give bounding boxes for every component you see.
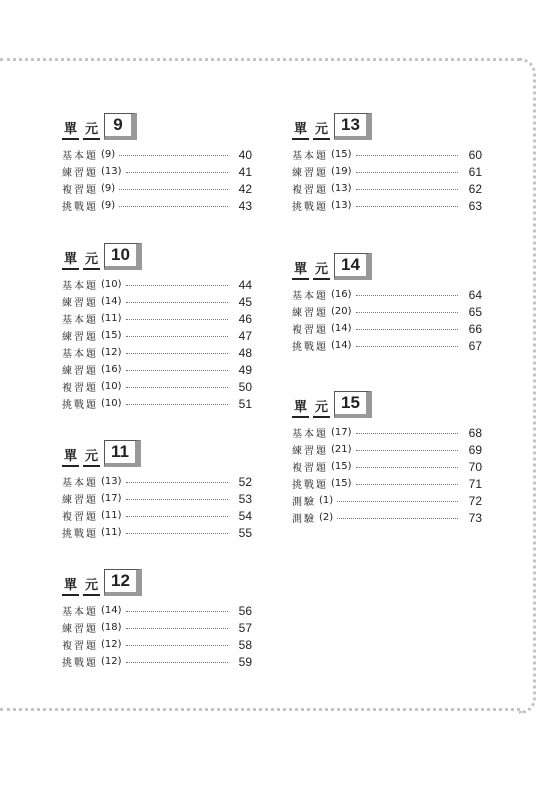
toc-entry[interactable] — [62, 473, 252, 490]
entry-count: (9) — [101, 149, 116, 160]
entry-label: 基本題 — [62, 478, 98, 489]
unit-heading-char: 元 — [83, 121, 100, 140]
entry-count: (10) — [101, 279, 122, 290]
entry-page-number: 59 — [238, 654, 252, 669]
entry-label: 練習題 — [62, 624, 98, 635]
dot-leader — [126, 336, 228, 337]
toc-entry[interactable] — [62, 180, 252, 197]
unit-heading-char: 元 — [313, 121, 330, 140]
dot-leader — [356, 206, 458, 207]
entry-page-number: 42 — [238, 181, 252, 196]
entry-page-number: 44 — [238, 277, 252, 292]
entry-label: 挑戰題 — [292, 342, 328, 353]
unit-heading — [62, 443, 252, 467]
entry-count: (17) — [331, 427, 352, 438]
entry-page-number: 53 — [238, 491, 252, 506]
entry-count: (13) — [331, 183, 352, 194]
toc-entry[interactable] — [62, 327, 252, 344]
entry-count: (9) — [101, 183, 116, 194]
dot-leader — [126, 611, 228, 612]
unit-block — [62, 572, 252, 670]
dot-leader — [356, 484, 458, 485]
unit-number: 15 — [334, 391, 372, 418]
entry-label: 複習題 — [62, 383, 98, 394]
entry-label: 複習題 — [62, 512, 98, 523]
entry-page-number: 47 — [238, 328, 252, 343]
entry-page-number: 61 — [468, 164, 482, 179]
unit-heading-char: 元 — [313, 399, 330, 418]
toc-entry[interactable] — [62, 197, 252, 214]
entry-page-number: 72 — [468, 493, 482, 508]
entry-count: (11) — [101, 313, 122, 324]
unit-heading — [62, 246, 252, 270]
unit-heading-char: 單 — [292, 399, 309, 418]
toc-entry[interactable] — [62, 378, 252, 395]
dot-leader — [119, 189, 228, 190]
dot-leader — [126, 499, 228, 500]
entry-label: 基本題 — [292, 291, 328, 302]
dot-leader — [356, 450, 458, 451]
unit-number: 13 — [334, 113, 372, 140]
entry-label: 挑戰題 — [62, 529, 98, 540]
dot-leader — [126, 172, 228, 173]
entry-count: (10) — [101, 381, 122, 392]
entry-page-number: 60 — [468, 147, 482, 162]
unit-block — [292, 256, 482, 354]
unit-heading-char: 單 — [292, 121, 309, 140]
entry-count: (14) — [101, 296, 122, 307]
toc-entry[interactable] — [62, 293, 252, 310]
toc-entry[interactable] — [62, 507, 252, 524]
toc-entry[interactable] — [62, 490, 252, 507]
dot-leader — [126, 319, 228, 320]
toc-entry[interactable] — [292, 492, 482, 509]
unit-block — [62, 246, 252, 412]
toc-entry[interactable] — [292, 197, 482, 214]
entry-count: (13) — [101, 166, 122, 177]
unit-heading — [62, 116, 252, 140]
entry-label: 練習題 — [292, 446, 328, 457]
entry-count: (15) — [331, 461, 352, 472]
entry-page-number: 69 — [468, 442, 482, 457]
unit-block — [292, 116, 482, 214]
toc-entry[interactable] — [292, 146, 482, 163]
entry-count: (12) — [101, 347, 122, 358]
toc-entry[interactable] — [62, 602, 252, 619]
entry-page-number: 52 — [238, 474, 252, 489]
unit-heading-char: 單 — [62, 448, 79, 467]
entry-label: 基本題 — [292, 429, 328, 440]
toc-entry[interactable] — [62, 395, 252, 412]
star-border-bottom — [0, 708, 520, 711]
unit-number: 12 — [104, 569, 142, 596]
entry-count: (16) — [331, 289, 352, 300]
toc-entry[interactable] — [292, 441, 482, 458]
entry-label: 挑戰題 — [62, 400, 98, 411]
entry-label: 挑戰題 — [62, 202, 98, 213]
entry-label: 複習題 — [292, 325, 328, 336]
unit-block — [62, 443, 252, 541]
dot-leader — [356, 155, 458, 156]
entry-page-number: 63 — [468, 198, 482, 213]
toc-entry[interactable] — [62, 636, 252, 653]
entry-label: 基本題 — [292, 151, 328, 162]
toc-entry[interactable] — [292, 180, 482, 197]
entry-label: 挑戰題 — [292, 202, 328, 213]
toc-entry[interactable] — [62, 276, 252, 293]
unit-block — [292, 394, 482, 526]
entry-count: (13) — [101, 476, 122, 487]
entry-label: 複習題 — [62, 185, 98, 196]
dot-leader — [126, 404, 228, 405]
entry-label: 基本題 — [62, 315, 98, 326]
entry-label: 複習題 — [292, 185, 328, 196]
dot-leader — [356, 467, 458, 468]
entry-count: (14) — [331, 323, 352, 334]
entry-label: 挑戰題 — [292, 480, 328, 491]
entry-page-number: 41 — [238, 164, 252, 179]
entry-label: 測驗 — [292, 497, 316, 508]
dot-leader — [126, 370, 228, 371]
entry-label: 練習題 — [62, 495, 98, 506]
unit-heading — [62, 572, 252, 596]
entry-count: (21) — [331, 444, 352, 455]
unit-heading-char: 元 — [83, 448, 100, 467]
entry-count: (9) — [101, 200, 116, 211]
entry-page-number: 66 — [468, 321, 482, 336]
entry-page-number: 54 — [238, 508, 252, 523]
entry-page-number: 70 — [468, 459, 482, 474]
toc-entry[interactable] — [62, 653, 252, 670]
unit-heading-char: 單 — [62, 251, 79, 270]
entry-count: (11) — [101, 510, 122, 521]
unit-number: 9 — [104, 113, 137, 140]
dot-leader — [356, 346, 458, 347]
entry-page-number: 67 — [468, 338, 482, 353]
entry-page-number: 48 — [238, 345, 252, 360]
entry-count: (11) — [101, 527, 122, 538]
toc-entry[interactable] — [292, 424, 482, 441]
entry-count: (15) — [101, 330, 122, 341]
entry-label: 測驗 — [292, 514, 316, 525]
unit-heading — [292, 116, 482, 140]
entry-page-number: 65 — [468, 304, 482, 319]
dot-leader — [126, 645, 228, 646]
toc-entry[interactable] — [292, 509, 482, 526]
dot-leader — [356, 312, 458, 313]
entry-page-number: 62 — [468, 181, 482, 196]
toc-entry[interactable] — [292, 320, 482, 337]
toc-entry[interactable] — [292, 286, 482, 303]
dot-leader — [126, 285, 228, 286]
entry-count: (12) — [101, 656, 122, 667]
entry-count: (2) — [319, 512, 334, 523]
entry-page-number: 43 — [238, 198, 252, 213]
toc-entry[interactable] — [62, 619, 252, 636]
entry-label: 複習題 — [292, 463, 328, 474]
dot-leader — [119, 206, 228, 207]
entry-page-number: 58 — [238, 637, 252, 652]
entry-page-number: 51 — [238, 396, 252, 411]
dot-leader — [337, 501, 458, 502]
toc-entry[interactable] — [62, 361, 252, 378]
unit-heading-char: 元 — [313, 261, 330, 280]
dot-leader — [126, 628, 228, 629]
entry-page-number: 64 — [468, 287, 482, 302]
dot-leader — [126, 662, 228, 663]
dot-leader — [126, 353, 228, 354]
dot-leader — [356, 189, 458, 190]
dot-leader — [356, 172, 458, 173]
dot-leader — [126, 516, 228, 517]
toc-entry[interactable] — [62, 310, 252, 327]
entry-count: (19) — [331, 166, 352, 177]
unit-number: 11 — [104, 440, 141, 467]
entry-count: (14) — [331, 340, 352, 351]
entry-count: (10) — [101, 398, 122, 409]
toc-entry[interactable] — [62, 163, 252, 180]
unit-heading-char: 元 — [83, 577, 100, 596]
entry-label: 練習題 — [62, 298, 98, 309]
dot-leader — [356, 295, 458, 296]
star-border-right — [519, 58, 536, 714]
dot-leader — [337, 518, 458, 519]
entry-label: 練習題 — [292, 308, 328, 319]
entry-label: 基本題 — [62, 349, 98, 360]
unit-heading-char: 單 — [292, 261, 309, 280]
entry-label: 練習題 — [62, 332, 98, 343]
toc-entry[interactable] — [62, 344, 252, 361]
toc-entry[interactable] — [62, 146, 252, 163]
unit-block — [62, 116, 252, 214]
entry-page-number: 68 — [468, 425, 482, 440]
dot-leader — [126, 482, 228, 483]
dot-leader — [356, 329, 458, 330]
unit-number: 14 — [334, 253, 372, 280]
toc-entry[interactable] — [292, 337, 482, 354]
entry-page-number: 55 — [238, 525, 252, 540]
entry-count: (15) — [331, 149, 352, 160]
unit-heading-char: 單 — [62, 121, 79, 140]
entry-label: 複習題 — [62, 641, 98, 652]
toc-entry[interactable] — [292, 163, 482, 180]
entry-count: (17) — [101, 493, 122, 504]
unit-heading — [292, 256, 482, 280]
entry-label: 挑戰題 — [62, 658, 98, 669]
toc-entry[interactable] — [292, 303, 482, 320]
unit-heading-char: 單 — [62, 577, 79, 596]
entry-count: (13) — [331, 200, 352, 211]
entry-page-number: 45 — [238, 294, 252, 309]
star-border-top — [0, 58, 520, 61]
dot-leader — [126, 302, 228, 303]
unit-heading-char: 元 — [83, 251, 100, 270]
dot-leader — [356, 433, 458, 434]
toc-entry[interactable] — [292, 475, 482, 492]
entry-page-number: 56 — [238, 603, 252, 618]
entry-label: 練習題 — [62, 168, 98, 179]
toc-entry[interactable] — [62, 524, 252, 541]
entry-label: 基本題 — [62, 281, 98, 292]
entry-count: (18) — [101, 622, 122, 633]
unit-heading — [292, 394, 482, 418]
entry-count: (16) — [101, 364, 122, 375]
entry-label: 練習題 — [62, 366, 98, 377]
entry-page-number: 50 — [238, 379, 252, 394]
entry-count: (12) — [101, 639, 122, 650]
entry-count: (1) — [319, 495, 334, 506]
entry-page-number: 46 — [238, 311, 252, 326]
entry-page-number: 40 — [238, 147, 252, 162]
entry-count: (14) — [101, 605, 122, 616]
entry-count: (15) — [331, 478, 352, 489]
entry-page-number: 49 — [238, 362, 252, 377]
entry-page-number: 73 — [468, 510, 482, 525]
dot-leader — [126, 533, 228, 534]
entry-count: (20) — [331, 306, 352, 317]
entry-label: 基本題 — [62, 151, 98, 162]
dot-leader — [119, 155, 228, 156]
entry-page-number: 57 — [238, 620, 252, 635]
dot-leader — [126, 387, 228, 388]
entry-label: 練習題 — [292, 168, 328, 179]
toc-entry[interactable] — [292, 458, 482, 475]
entry-page-number: 71 — [468, 476, 482, 491]
entry-label: 基本題 — [62, 607, 98, 618]
unit-number: 10 — [104, 243, 142, 270]
